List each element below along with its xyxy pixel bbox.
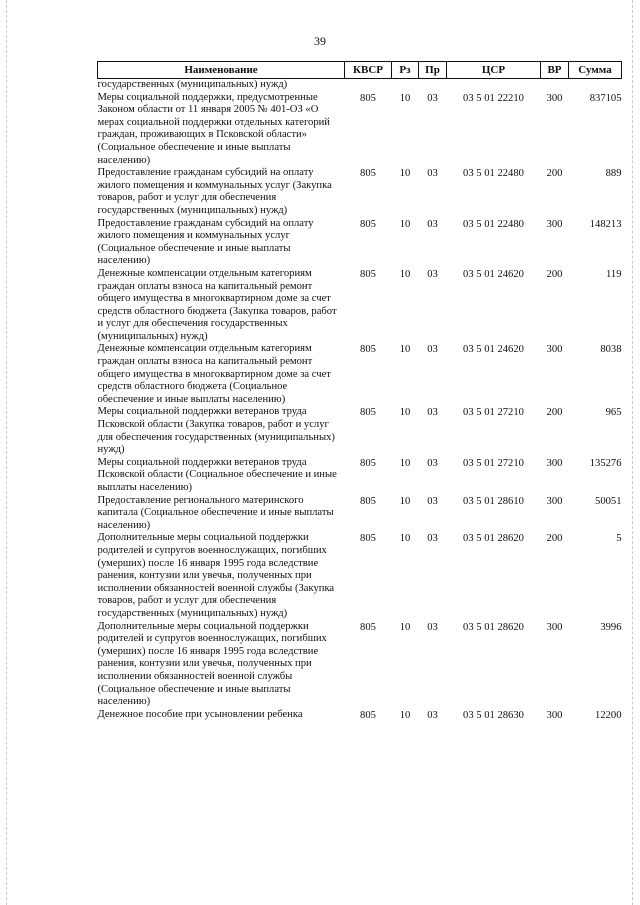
row-csr: 03 5 01 22480 (463, 218, 524, 230)
row-sum: 3996 (600, 621, 622, 633)
row-vr: 300 (546, 709, 563, 721)
row-rz: 10 (399, 268, 411, 280)
row-name: Предоставление регионального материнского капитала (Социальное обеспечение и иные выплаты населению) (97, 494, 334, 531)
row-pr: 03 (427, 621, 438, 633)
row-kvsr: 805 (360, 268, 376, 280)
row-rz: 10 (399, 533, 411, 545)
table-row (98, 532, 622, 620)
row-pr: 03 (427, 92, 438, 104)
row-pr: 03 (427, 168, 438, 180)
row-pr: 03 (427, 268, 438, 280)
table-row (98, 709, 622, 723)
row-name: Меры социальной поддержки ветеранов труда Псковской области (Социальное обеспечение и иные выплаты населению) (97, 456, 337, 493)
row-csr: 03 5 01 28630 (463, 709, 524, 721)
header-rz: Рз (392, 62, 419, 79)
row-kvsr: 805 (360, 533, 376, 545)
scan-edge-left (6, 0, 7, 905)
row-kvsr: 805 (360, 92, 376, 104)
row-csr: 03 5 01 28610 (463, 495, 524, 507)
row-csr: 03 5 01 28620 (463, 533, 524, 545)
row-kvsr: 805 (360, 495, 376, 507)
table-row (98, 457, 622, 495)
row-rz: 10 (399, 457, 411, 469)
row-name: Меры социальной поддержки, предусмотренные Законом области от 11 января 2005 № 401-ОЗ «О мерах социальной поддержки отдельных категорий граждан, проживающих в Псковской области» (Социальное обеспечение и иные выплаты населению) (97, 91, 330, 166)
row-rz: 10 (399, 495, 411, 507)
row-name: Дополнительные меры социальной поддержки родителей и супругов военнослужащих, погибших (умерших) после 16 января 1995 года вследствие ранения, контузии или увечья, полученных при исполнении обязанностей военной службы (Социальное обеспечение и иные выплаты населению) (97, 620, 327, 708)
row-vr: 200 (546, 168, 563, 180)
row-vr: 300 (546, 218, 563, 230)
row-pr: 03 (427, 533, 438, 545)
row-vr: 300 (546, 621, 563, 633)
row-rz: 10 (399, 168, 411, 180)
row-vr: 200 (546, 407, 563, 419)
row-pr: 03 (427, 495, 438, 507)
budget-table (97, 61, 622, 722)
row-pr: 03 (427, 709, 438, 721)
header-name: Наименование (98, 62, 345, 79)
row-name: Денежные компенсации отдельным категориям граждан оплаты взноса на капитальный ремонт общего имущества в многоквартирном доме за счет средств областного бюджета (Социальное обеспечение и иные выплаты населению) (97, 343, 331, 405)
row-vr: 200 (546, 268, 563, 280)
header-kvsr: КВСР (345, 62, 392, 79)
table-row (98, 218, 622, 268)
row-sum: 119 (606, 268, 622, 280)
row-csr: 03 5 01 28620 (463, 621, 524, 633)
row-sum: 837105 (589, 92, 622, 104)
header-vr: ВР (541, 62, 569, 79)
header-csr: ЦСР (447, 62, 541, 79)
row-vr: 200 (546, 533, 563, 545)
row-rz: 10 (399, 344, 411, 356)
row-name: Денежное пособие при усыновлении ребенка (97, 708, 303, 720)
row-vr: 300 (546, 92, 563, 104)
row-rz: 10 (399, 407, 411, 419)
row-kvsr: 805 (360, 168, 376, 180)
header-sum: Сумма (569, 62, 622, 79)
row-name: Меры социальной поддержки ветеранов труда Псковской области (Закупка товаров, работ и услуг для обеспечения государственных (муниципальных) нужд) (97, 406, 335, 456)
row-rz: 10 (399, 92, 411, 104)
row-sum: 12200 (595, 709, 622, 721)
page-number: 39 (314, 34, 326, 48)
row-sum: 8038 (600, 344, 622, 356)
row-csr: 03 5 01 22210 (463, 92, 524, 104)
row-pr: 03 (427, 407, 438, 419)
row-rz: 10 (399, 621, 411, 633)
row-rz: 10 (399, 218, 411, 230)
row-pr: 03 (427, 218, 438, 230)
row-vr: 300 (546, 457, 563, 469)
row-rz: 10 (399, 709, 411, 721)
row-csr: 03 5 01 27210 (463, 407, 524, 419)
table-row (98, 268, 622, 344)
row-csr: 03 5 01 24620 (463, 268, 524, 280)
table-header-row (98, 62, 622, 79)
row-kvsr: 805 (360, 457, 376, 469)
row-name: Предоставление гражданам субсидий на оплату жилого помещения и коммунальных услуг (Закупка товаров, работ и услуг для обеспечения государственных (муниципальных) нужд) (97, 167, 332, 216)
table-row (98, 343, 622, 406)
row-sum: 148213 (589, 218, 622, 230)
row-sum: 889 (605, 168, 622, 180)
row-csr: 03 5 01 22480 (463, 168, 524, 180)
row-pr: 03 (427, 457, 438, 469)
row-sum: 5 (616, 533, 622, 545)
header-pr: Пр (419, 62, 447, 79)
table-row (98, 621, 622, 709)
table-row (98, 92, 622, 168)
row-kvsr: 805 (360, 621, 376, 633)
row-kvsr: 805 (360, 218, 376, 230)
row-kvsr: 805 (360, 407, 376, 419)
row-pr: 03 (427, 344, 438, 356)
row-name: Дополнительные меры социальной поддержки родителей и супругов военнослужащих, погибших (умерших) после 16 января 1995 года вследствие ранения, контузии или увечья, полученных при исполнении обязанностей военной службы (Закупка товаров, работ и услуг для обеспечения государственных (муниципальных) нужд) (97, 532, 335, 619)
row-sum: 135276 (589, 457, 622, 469)
scan-edge-right (632, 0, 633, 905)
row-sum: 50051 (595, 495, 622, 507)
row-name: Денежные компенсации отдельным категориям граждан оплаты взноса на капитальный ремонт общего имущества в многоквартирном доме за счет средств областного бюджета (Закупка товаров, работ и услуг для обеспечения государственных (муниципальных) нужд) (97, 267, 337, 342)
table-row (98, 406, 622, 456)
row-vr: 300 (546, 344, 563, 356)
continuation-row (98, 79, 622, 92)
table-row (98, 495, 622, 533)
row-sum: 965 (605, 407, 622, 419)
row-name: Предоставление гражданам субсидий на оплату жилого помещения и коммунальных услуг (Социальное обеспечение и иные выплаты населению) (97, 217, 314, 267)
row-kvsr: 805 (360, 344, 376, 356)
continuation-text: государственных (муниципальных) нужд) (97, 79, 288, 90)
row-csr: 03 5 01 27210 (463, 457, 524, 469)
row-vr: 300 (546, 495, 563, 507)
table-row (98, 167, 622, 217)
row-kvsr: 805 (360, 709, 376, 721)
row-csr: 03 5 01 24620 (463, 344, 524, 356)
